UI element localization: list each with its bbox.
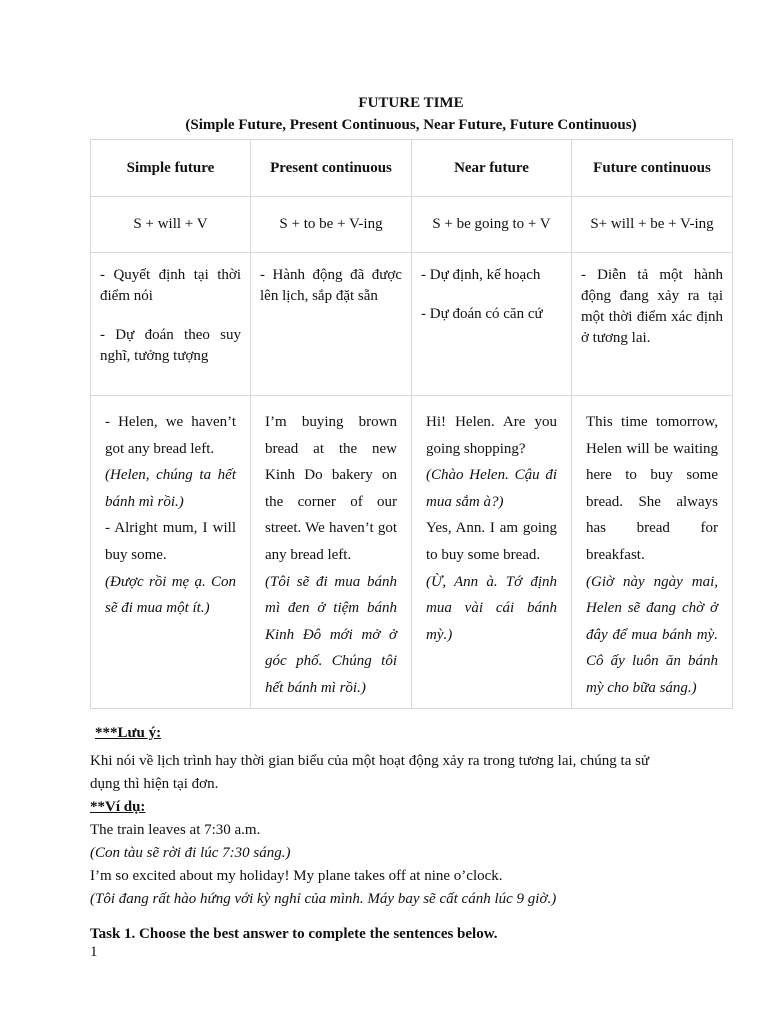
formula-cell: S + will + V (91, 197, 251, 253)
title-subtitle: (Simple Future, Present Continuous, Near Future, Future Continuous) (185, 117, 637, 133)
usage-row (91, 253, 733, 396)
note-example-line: I’m so excited about my holiday! My plane takes off at nine o’clock. (90, 867, 503, 884)
example-text: - Alright mum, I will buy some. (105, 520, 236, 563)
usage-text: - Dự định, kế hoạch (421, 267, 541, 283)
example-translation: (Ừ, Ann à. Tớ định mua vài cái bánh mỳ.) (426, 573, 557, 643)
grammar-table (90, 139, 733, 709)
document-title (90, 92, 732, 136)
example-translation: (Được rồi mẹ ạ. Con sẽ đi mua một ít.) (105, 573, 236, 617)
header-cell: Simple future (91, 140, 251, 197)
example-translation: (Chào Helen. Cậu đi mua sắm à?) (426, 467, 557, 510)
usage-cell (251, 253, 412, 396)
note-example-translation: (Con tàu sẽ rời đi lúc 7:30 sáng.) (90, 844, 291, 861)
title-main: FUTURE TIME (358, 95, 464, 111)
note-title: ***Lưu ý: (95, 724, 162, 741)
usage-text: - Quyết định tại thời điểm nói (100, 267, 241, 304)
example-translation: (Helen, chúng ta hết bánh mì rồi.) (105, 467, 236, 510)
document-page (90, 92, 732, 945)
example-cell (251, 396, 412, 709)
example-cell (91, 396, 251, 709)
task-heading: Task 1. Choose the best answer to complete the sentences below. (90, 925, 498, 942)
header-cell: Present continuous (251, 140, 412, 197)
example-cell (412, 396, 572, 709)
example-title: **Ví dụ: (90, 798, 146, 815)
example-translation: (Tôi sẽ đi mua bánh mì đen ở tiệm bánh Kinh Đô mới mở ở góc phố. Chúng tôi hết bánh mì rồi.) (265, 573, 397, 696)
usage-cell (91, 253, 251, 396)
page-number: 1 (90, 944, 98, 960)
example-text: This time tomorrow, Helen will be waiting here to buy some bread. She always has bread for breakfast. (586, 414, 718, 563)
formula-cell: S+ will + be + V-ing (572, 197, 733, 253)
header-cell: Future continuous (572, 140, 733, 197)
usage-cell (412, 253, 572, 396)
example-row (91, 396, 733, 709)
example-text: I’m buying brown bread at the new Kinh Do bakery on the corner of our street. We haven’t got any bread left. (265, 414, 397, 563)
example-translation: (Giờ này ngày mai, Helen sẽ đang chờ ở đây để mua bánh mỳ. Cô ấy luôn ăn bánh mỳ cho bữa sáng.) (586, 573, 718, 696)
note-body: Khi nói về lịch trình hay thời gian biểu của một hoạt động xảy ra trong tương lai, chúng ta sử dụng thì hiện tại đơn. (90, 752, 650, 792)
note-example-line: The train leaves at 7:30 a.m. (90, 821, 261, 838)
usage-cell (572, 253, 733, 396)
header-cell: Near future (412, 140, 572, 197)
header-row (91, 140, 733, 197)
example-cell (572, 396, 733, 709)
usage-text: - Dự đoán theo suy nghĩ, tưởng tượng (100, 327, 241, 364)
note-example-translation: (Tôi đang rất hào hứng với kỳ nghỉ của mình. Máy bay sẽ cất cánh lúc 9 giờ.) (90, 890, 557, 907)
example-text: Yes, Ann. I am going to buy some bread. (426, 520, 557, 563)
example-text: Hi! Helen. Are you going shopping? (426, 414, 557, 457)
example-text: - Helen, we haven’t got any bread left. (105, 414, 236, 457)
usage-text: - Dự đoán có căn cứ (421, 306, 543, 322)
formula-cell: S + be going to + V (412, 197, 572, 253)
usage-text: - Hành động đã được lên lịch, sắp đặt sẵn (260, 267, 402, 304)
formula-row (91, 197, 733, 253)
usage-text: - Diễn tả một hành động đang xảy ra tại một thời điểm xác định ở tương lai. (581, 267, 723, 346)
formula-cell: S + to be + V-ing (251, 197, 412, 253)
